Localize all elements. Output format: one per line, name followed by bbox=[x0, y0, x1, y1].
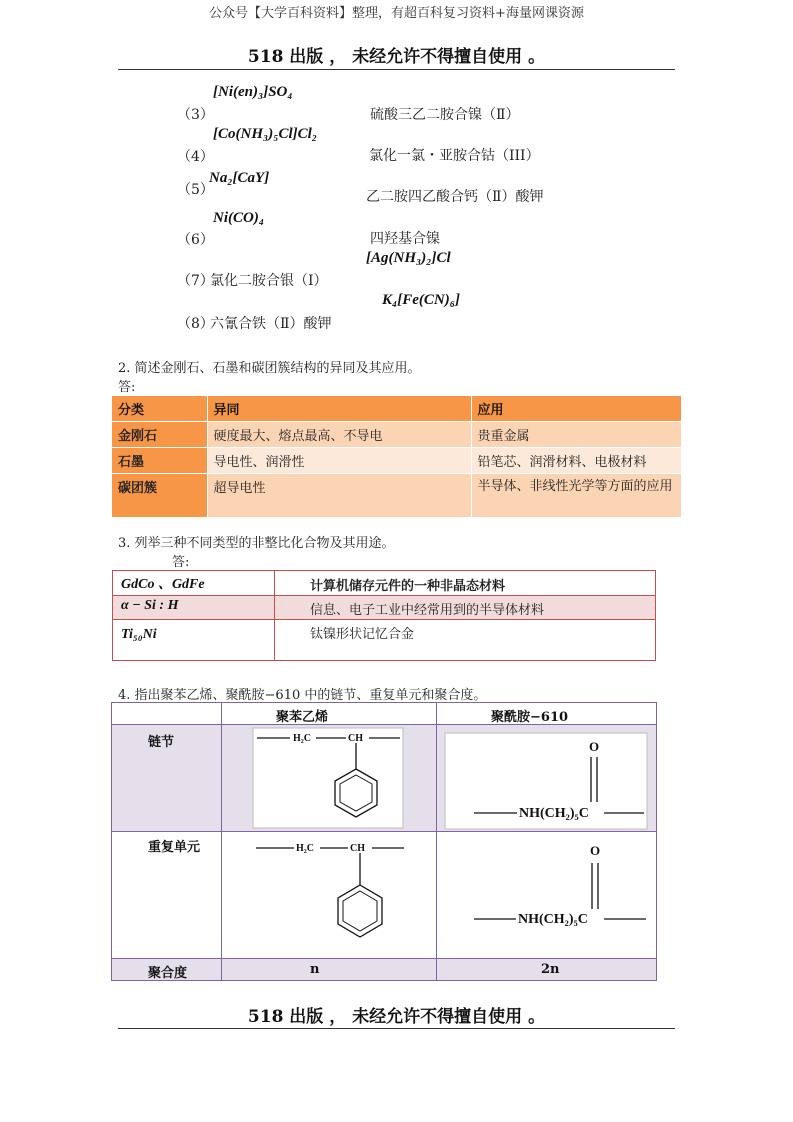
use-cell: 钛镍形状记忆合金 bbox=[310, 627, 415, 642]
row-use: 半导体、非线性光学等方面的应用 bbox=[471, 474, 681, 518]
header-rule bbox=[118, 69, 675, 70]
degree-polystyrene: n bbox=[310, 962, 320, 977]
question-4: 4. 指出聚苯乙烯、聚酰胺−610 中的链节、重复单元和聚合度。 bbox=[118, 688, 487, 703]
complex-5-name: 乙二胺四乙酸合钙（Ⅱ）酸钾 bbox=[366, 189, 544, 205]
row-type: 碳团簇 bbox=[112, 474, 207, 518]
table-row bbox=[112, 422, 681, 448]
amide-chain-label: NH(CH₂)₅C bbox=[519, 806, 589, 821]
polystyrene-repeat-structure bbox=[252, 835, 412, 955]
styrene-ch2-label: H₂C bbox=[293, 733, 311, 744]
row-use: 贵重金属 bbox=[471, 422, 681, 448]
complex-4-name: 氯化一氯・亚胺合钴（III） bbox=[369, 148, 540, 164]
complex-8-name: 六氰合铁（Ⅱ）酸钾 bbox=[210, 316, 332, 332]
label-repeat-unit: 重复单元 bbox=[148, 840, 201, 855]
benzene-inner-ring bbox=[343, 891, 377, 931]
row-band-degree bbox=[112, 959, 656, 980]
table-header-row bbox=[112, 396, 681, 422]
compound-cell: GdCo 、GdFe bbox=[121, 577, 205, 592]
complex-7-formula: [Ag(NH₃)₂]Cl bbox=[366, 250, 451, 266]
complex-5-number: （5） bbox=[177, 182, 214, 198]
row-divider bbox=[112, 831, 656, 832]
question-2-answer-label: 答: bbox=[118, 380, 136, 395]
column-divider bbox=[274, 571, 275, 660]
styrene-ch-label: CH bbox=[348, 733, 363, 744]
row-type: 石墨 bbox=[112, 448, 207, 474]
complex-3-formula: [Ni(en)₃]SO₄ bbox=[213, 84, 293, 100]
header-banner: 518 出版 ， 未经允许不得擅自使用 。 bbox=[247, 47, 546, 67]
top-note: 公众号【大学百科资料】整理，有超百科复习资料+海量网课资源 bbox=[209, 6, 584, 21]
column-divider bbox=[221, 703, 222, 980]
footer-rule bbox=[118, 1028, 675, 1029]
table-row bbox=[113, 571, 655, 596]
table-row bbox=[113, 596, 655, 620]
row-diff: 硬度最大、熔点最高、不导电 bbox=[207, 422, 471, 448]
compound-cell: α − Si : H bbox=[121, 598, 179, 613]
header-polyamide: 聚酰胺−610 bbox=[491, 710, 569, 725]
complex-7-name: 氯化二胺合银（Ⅰ） bbox=[210, 273, 328, 289]
polyamide-repeat-structure bbox=[468, 839, 652, 939]
benzene-ring-icon bbox=[338, 885, 382, 937]
styrene-ch-label: CH bbox=[350, 843, 365, 854]
complex-5-formula: Na₂[CaY] bbox=[209, 170, 270, 186]
row-divider bbox=[112, 724, 656, 725]
label-chain-unit: 链节 bbox=[148, 735, 175, 750]
use-cell: 信息、电子工业中经常用到的半导体材料 bbox=[310, 603, 545, 618]
question-2: 2. 简述金刚石、石墨和碳团簇结构的异同及其应用。 bbox=[118, 361, 421, 376]
header-difference: 异同 bbox=[207, 396, 471, 422]
label-degree: 聚合度 bbox=[148, 966, 188, 981]
polymer-table bbox=[111, 702, 657, 981]
complex-3-name: 硫酸三乙二胺合镍（Ⅱ） bbox=[370, 107, 520, 123]
row-diff: 超导电性 bbox=[207, 474, 471, 518]
use-cell: 计算机储存元件的一种非晶态材料 bbox=[310, 579, 506, 594]
header-application: 应用 bbox=[471, 396, 681, 422]
nonstoichiometric-table bbox=[112, 570, 656, 661]
question-3: 3. 列举三种不同类型的非整比化合物及其用途。 bbox=[118, 536, 395, 551]
header-category: 分类 bbox=[112, 396, 207, 422]
header-polystyrene: 聚苯乙烯 bbox=[276, 710, 329, 725]
complex-4-formula: [Co(NH₃)₅Cl]Cl₂ bbox=[213, 126, 318, 142]
styrene-ch2-label: H₂C bbox=[296, 843, 314, 854]
complex-6-name: 四羟基合镍 bbox=[370, 231, 440, 247]
row-use: 铅笔芯、润滑材料、电极材料 bbox=[471, 448, 681, 474]
complex-6-formula: Ni(CO)₄ bbox=[213, 210, 265, 226]
polystyrene-chain-structure bbox=[252, 727, 404, 829]
row-type: 金刚石 bbox=[112, 422, 207, 448]
degree-polyamide: 2n bbox=[541, 962, 560, 977]
amide-oxygen-label: O bbox=[589, 739, 600, 754]
complex-4-number: （4） bbox=[177, 149, 214, 165]
complex-8-formula: K₄[Fe(CN)₆] bbox=[382, 292, 460, 308]
table-row bbox=[113, 620, 655, 660]
column-divider bbox=[436, 703, 437, 980]
complex-6-number: （6） bbox=[177, 232, 214, 248]
complex-7-number: （7） bbox=[177, 273, 214, 289]
table-row bbox=[112, 448, 681, 474]
row-divider bbox=[112, 958, 656, 959]
question-3-answer-label: 答: bbox=[172, 555, 190, 570]
carbon-comparison-table bbox=[112, 396, 681, 518]
amide-oxygen-label: O bbox=[590, 843, 601, 858]
amide-chain-label: NH(CH₂)₅C bbox=[518, 912, 588, 927]
row-diff: 导电性、润滑性 bbox=[207, 448, 471, 474]
footer-banner: 518 出版 ， 未经允许不得擅自使用 。 bbox=[247, 1007, 546, 1027]
table-row bbox=[112, 474, 681, 518]
polyamide-chain-structure bbox=[444, 732, 648, 830]
compound-cell: Ti₅₀Ni bbox=[121, 627, 157, 642]
complex-3-number: （3） bbox=[177, 107, 214, 123]
complex-8-number: （8） bbox=[177, 316, 214, 332]
